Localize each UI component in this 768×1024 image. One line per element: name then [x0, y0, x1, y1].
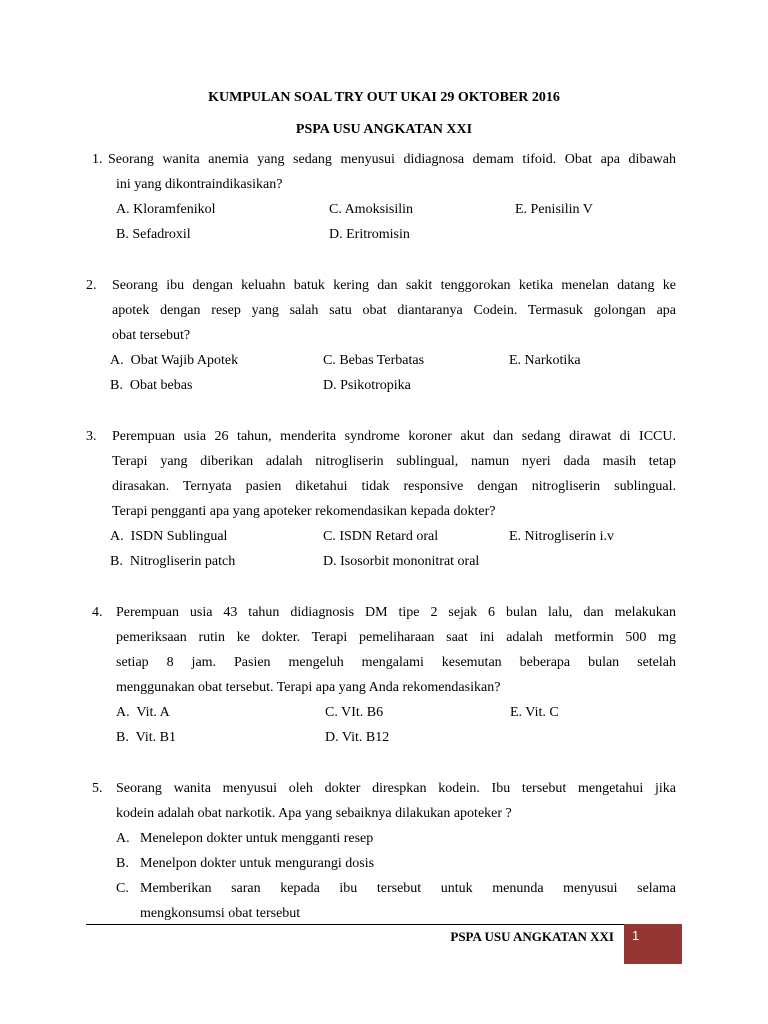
option-row: [110, 524, 676, 549]
option-key: A.: [116, 831, 130, 846]
stem-line: Seorang wanita menyusui oleh dokter direspkan kodein. Ibu tersebut mengetahui jika: [116, 781, 676, 796]
footer-divider: [86, 924, 624, 925]
stem-line: pemeriksaan rutin ke dokter. Terapi pemeliharaan saat ini adalah metformin 500 mg: [116, 630, 676, 645]
option-line: mengkonsumsi obat tersebut: [140, 906, 301, 921]
option-b: B. Sefadroxil: [116, 227, 191, 242]
stem-line: Perempuan usia 43 tahun didiagnosis DM tipe 2 sejak 6 bulan lalu, dan melakukan: [116, 605, 676, 620]
list-item: [116, 826, 676, 851]
option-row: [116, 222, 676, 247]
option-c: C. Bebas Terbatas: [323, 353, 425, 368]
option-b: B. Obat bebas: [110, 378, 193, 393]
option-line: Memberikan saran kepada ibu tersebut untuk menunda menyusui selama: [140, 881, 676, 896]
option-text: [140, 876, 676, 926]
option-c: C. VIt. B6: [325, 705, 384, 720]
question-stem: [112, 424, 676, 524]
question-number: 4.: [92, 605, 103, 620]
question-number: 5.: [92, 781, 103, 796]
list-item: [116, 851, 676, 876]
question-4: [92, 600, 676, 750]
question-stem: [116, 776, 676, 826]
question-number: 2.: [86, 278, 97, 293]
option-b: B. Nitrogliserin patch: [110, 554, 236, 569]
document-subtitle: PSPA USU ANGKATAN XXI: [295, 122, 473, 137]
option-a: A. Vit. A: [116, 705, 170, 720]
question-2: [86, 273, 676, 398]
stem-line: menggunakan obat tersebut. Terapi apa yang Anda rekomendasikan?: [116, 680, 501, 695]
document-title: KUMPULAN SOAL TRY OUT UKAI 29 OKTOBER 2016: [208, 90, 560, 105]
option-d: D. Psikotropika: [323, 378, 411, 393]
option-d: D. Eritromisin: [329, 227, 410, 242]
option-e: E. Vit. C: [510, 705, 559, 720]
option-a: A. ISDN Sublingual: [110, 529, 228, 544]
stem-line: apotek dengan resep yang salah satu obat diantaranya Codein. Termasuk golongan apa: [112, 303, 676, 318]
page-number: 1: [632, 928, 640, 943]
option-key: C.: [116, 881, 129, 896]
option-d: D. Isosorbit mononitrat oral: [323, 554, 480, 569]
stem-line: Terapi yang diberikan adalah nitrogliserin sublingual, namun nyeri dada masih tetap: [112, 454, 676, 469]
answer-options: [116, 700, 676, 750]
page-number-box: [624, 924, 682, 964]
question-stem: [116, 600, 676, 700]
option-key: B.: [116, 856, 129, 871]
option-text: [140, 826, 676, 851]
option-row: [110, 373, 676, 398]
question-3: [86, 424, 676, 574]
option-a: A. Obat Wajib Apotek: [110, 353, 239, 368]
stem-line: Seorang ibu dengan keluahn batuk kering dan sakit tenggorokan ketika menelan datang ke: [112, 278, 676, 293]
stem-line: Seorang wanita anemia yang sedang menyusui didiagnosa demam tifoid. Obat apa dibawah: [108, 152, 676, 167]
answer-options: [110, 524, 676, 574]
option-a: A. Kloramfenikol: [116, 202, 216, 217]
option-line: Menelepon dokter untuk mengganti resep: [140, 831, 374, 846]
question-1: [92, 147, 676, 247]
list-item: [116, 876, 676, 926]
option-c: C. ISDN Retard oral: [323, 529, 439, 544]
answer-options: [116, 197, 676, 247]
stem-line: setiap 8 jam. Pasien mengeluh mengalami kesemutan beberapa bulan setelah: [116, 655, 676, 670]
option-row: [110, 348, 676, 373]
option-line: Menelpon dokter untuk mengurangi dosis: [140, 856, 375, 871]
option-e: E. Penisilin V: [515, 202, 593, 217]
option-e: E. Narkotika: [509, 353, 581, 368]
option-row: [116, 197, 676, 222]
answer-options: [110, 348, 676, 398]
footer-title: PSPA USU ANGKATAN XXI: [450, 929, 614, 944]
answer-list: [116, 826, 676, 926]
question-number: 1.: [92, 152, 103, 167]
option-row: [116, 700, 676, 725]
option-text: [140, 851, 676, 876]
stem-line: Terapi pengganti apa yang apoteker rekomendasikan kepada dokter?: [112, 504, 496, 519]
stem-line: ini yang dikontraindikasikan?: [116, 177, 283, 192]
stem-line: dirasakan. Ternyata pasien diketahui tidak responsive dengan nitrogliserin sublingual.: [112, 479, 676, 494]
option-row: [116, 725, 676, 750]
option-e: E. Nitrogliserin i.v: [509, 529, 614, 544]
stem-line: Perempuan usia 26 tahun, menderita syndrome koroner akut dan sedang dirawat di ICCU.: [112, 429, 676, 444]
option-b: B. Vit. B1: [116, 730, 176, 745]
question-5: [92, 776, 676, 926]
option-c: C. Amoksisilin: [329, 202, 414, 217]
option-row: [110, 549, 676, 574]
question-number: 3.: [86, 429, 97, 444]
stem-line: obat tersebut?: [112, 328, 191, 343]
stem-line: kodein adalah obat narkotik. Apa yang sebaiknya dilakukan apoteker ?: [116, 806, 512, 821]
option-d: D. Vit. B12: [325, 730, 390, 745]
question-stem: [108, 147, 676, 197]
question-stem: [112, 273, 676, 348]
